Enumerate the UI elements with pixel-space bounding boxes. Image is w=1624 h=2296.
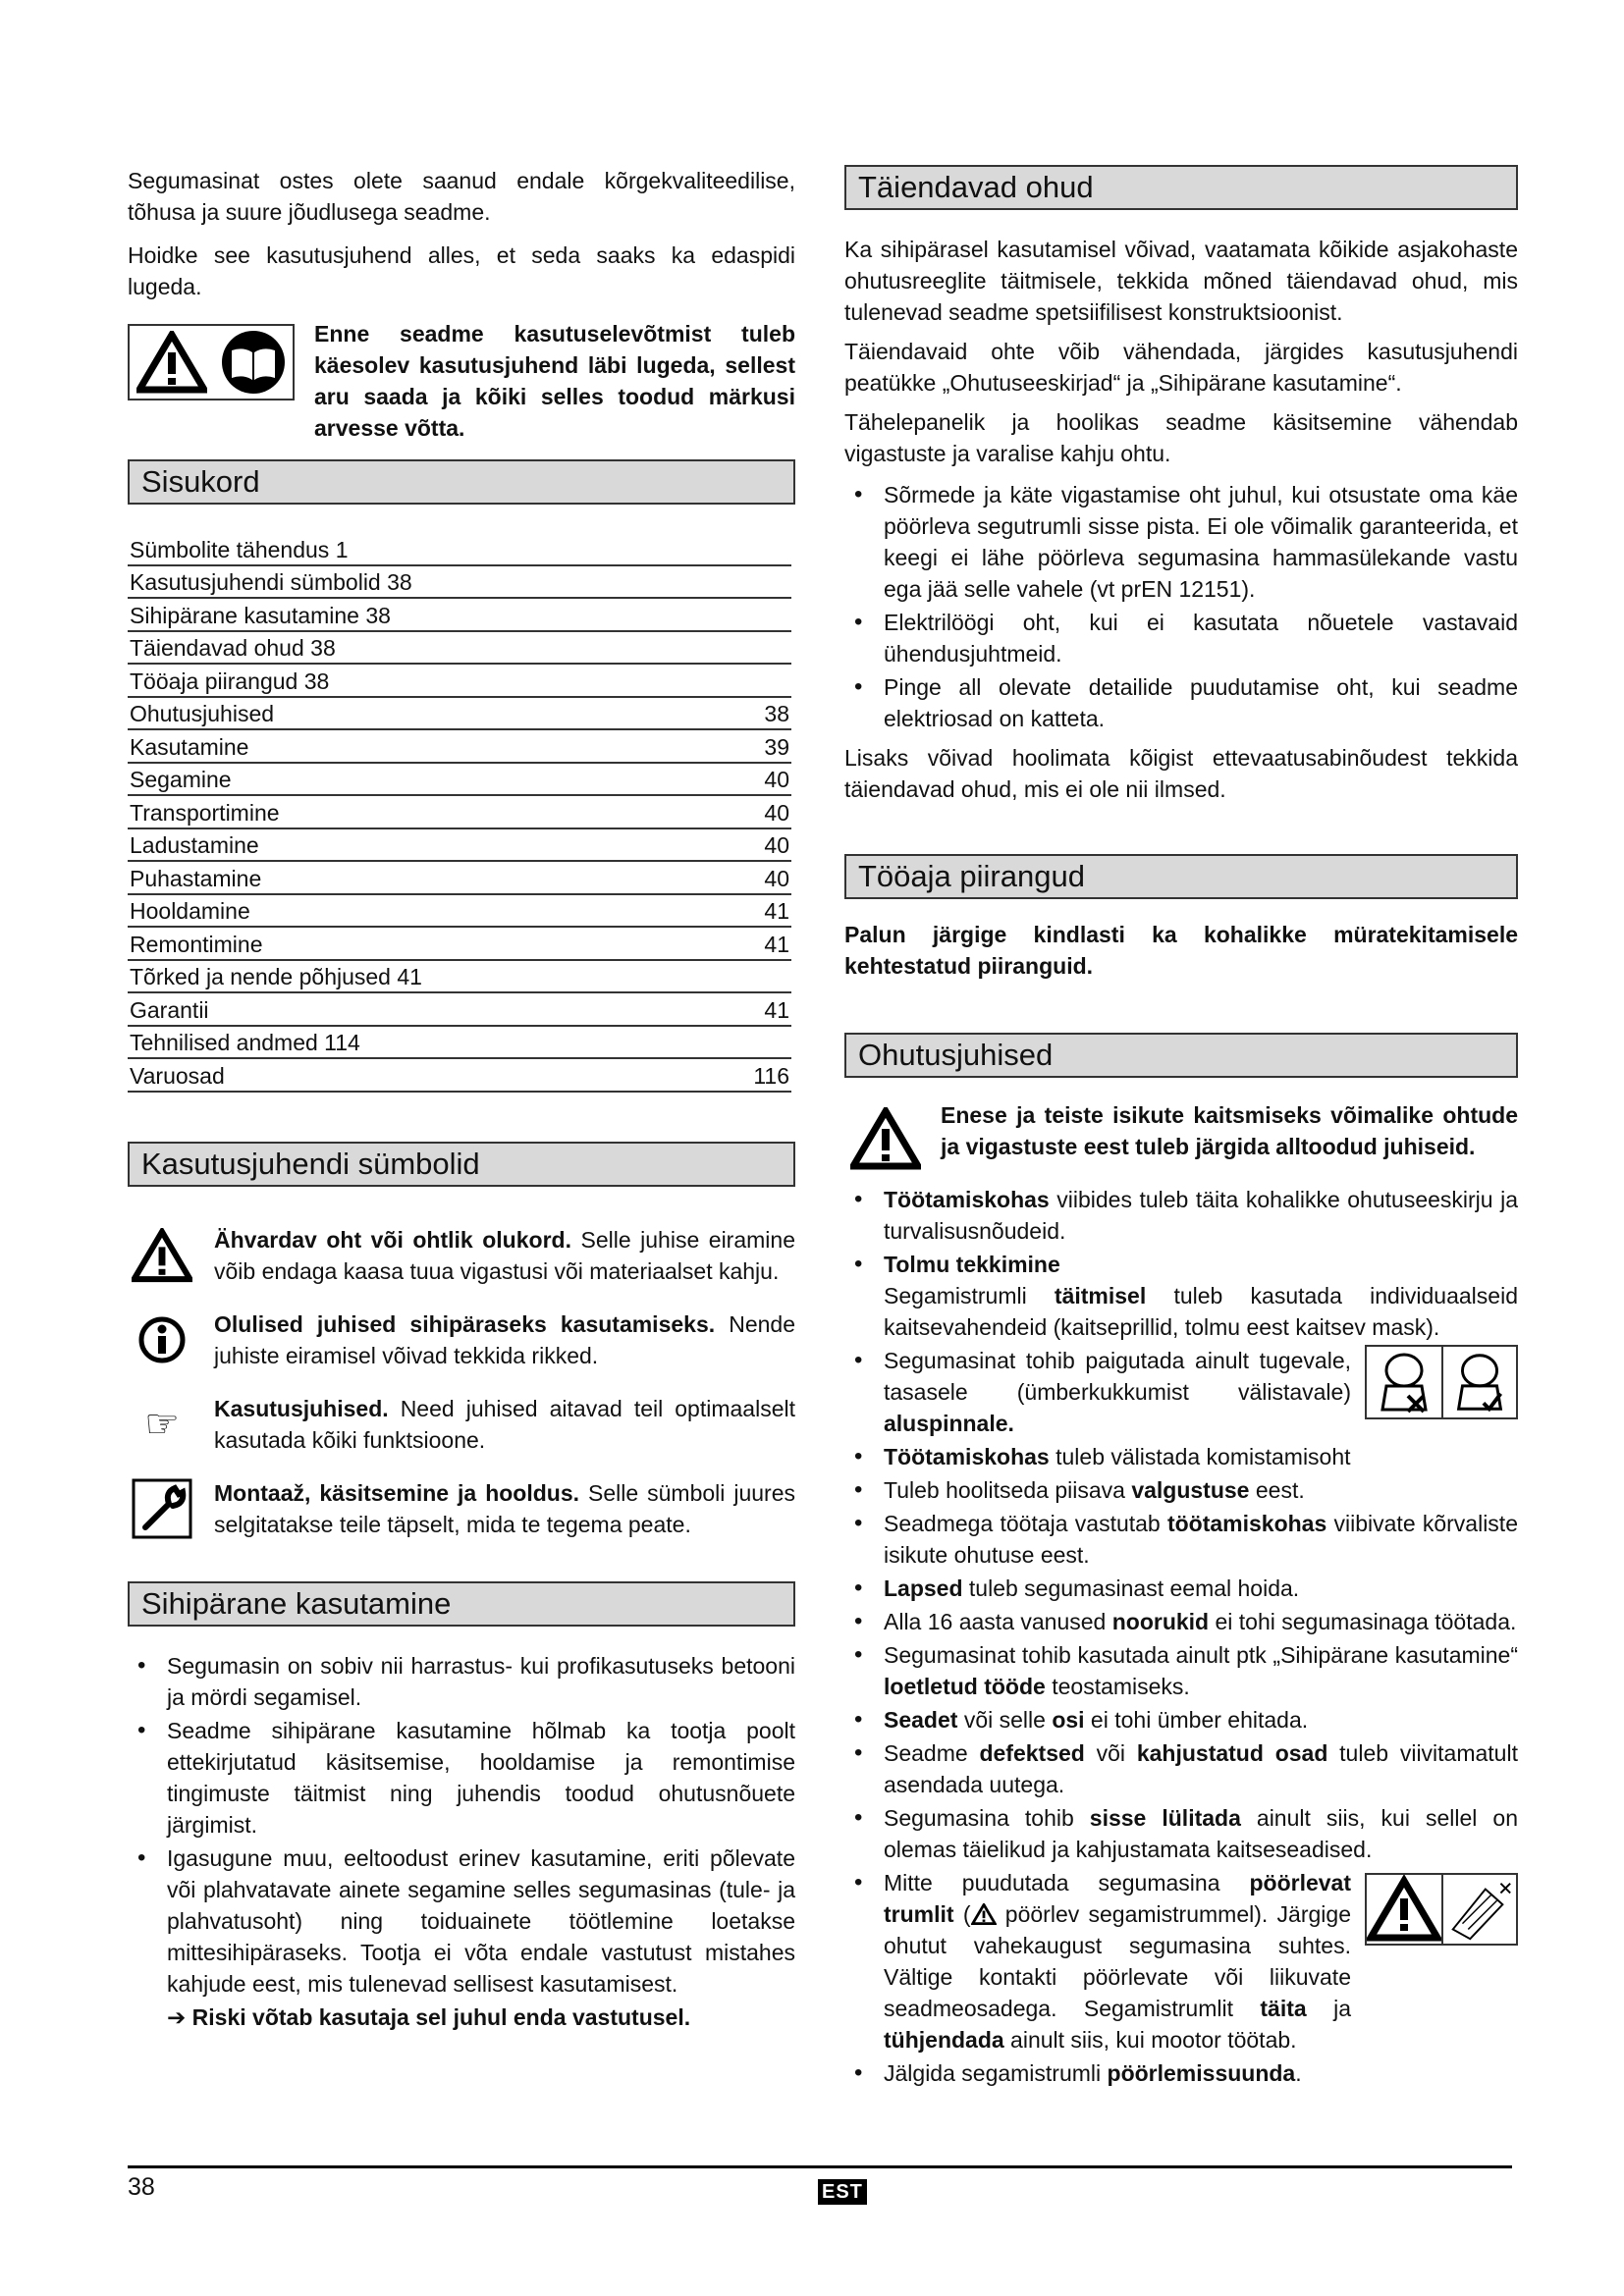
list-item: • Pinge all olevate detailide puudutamise oht, kui seadme elektriosad on katteta. xyxy=(844,671,1518,734)
rotating-drum-warning-icons xyxy=(1365,1873,1518,1946)
intended-list xyxy=(128,1650,795,2000)
extra-paragraph-2: Täiendavaid ohte võib vähendada, järgides kasutusjuhendi peatükke „Ohutuseeskirjad“ ja „Sihipärane kasutamine“. xyxy=(844,339,1518,396)
toc-row xyxy=(128,1058,791,1092)
toc-page: 40 xyxy=(713,763,791,796)
list-item: • Alla 16 aasta vanused noorukid ei tohi segumasinaga töötada. xyxy=(844,1606,1518,1637)
worktime-heading: Tööaja piirangud xyxy=(844,854,1518,899)
toc-row xyxy=(128,992,791,1026)
symbols-list xyxy=(128,1224,795,1540)
safety-intro xyxy=(844,1099,1518,1170)
read-manual-icon xyxy=(220,329,287,396)
toc-page: 38 xyxy=(713,697,791,730)
toc-label: Remontimine xyxy=(128,927,713,960)
footer-rule xyxy=(128,2165,1512,2168)
toc-row xyxy=(128,598,791,631)
toc-row xyxy=(128,795,791,828)
safety-intro-text: Enese ja teiste isikute kaitsmiseks võimalike ohtude ja vigastuste eest tuleb järgida alltoodud juhiseid. xyxy=(941,1102,1518,1159)
list-item: • Töötamiskohas tuleb välistada komistamisoht xyxy=(844,1441,1518,1472)
toc-heading: Sisukord xyxy=(128,459,795,505)
toc-table xyxy=(128,532,791,1093)
toc-page: 39 xyxy=(713,729,791,763)
toc-label: Transportimine xyxy=(128,795,713,828)
warning-triangle-icon xyxy=(850,1107,921,1170)
list-item: • Igasugune muu, eeltoodust erinev kasutamine, eriti põlevate või plahvatavate ainete segamine selles segumasinas (tule- ja plahvatusoht) ning toiduainete töötlemine loetakse mittesihipäraseks. Tootja ei võta endale vastutust mistahes kahjude eest, mis tulenevad sellisest kasutamisest. xyxy=(128,1842,795,2000)
left-column xyxy=(128,165,795,2033)
worktime-text: Palun järgige kindlasti ka kohalikke müratekitamisele kehtestatud piiranguid. xyxy=(844,922,1518,979)
toc-row xyxy=(128,631,791,665)
toc-page xyxy=(713,1026,791,1059)
toc-row xyxy=(128,763,791,796)
symbol-row-info xyxy=(128,1308,795,1371)
toc-row xyxy=(128,861,791,894)
list-item: • Segumasinat tohib paigutada ainult tugevale, tasasele (ümberkukkumist välistavale) aluspinnale. xyxy=(844,1345,1518,1439)
toc-label: Tehnilised andmed 114 xyxy=(128,1026,713,1059)
extra-paragraph-1: Ka sihipärasel kasutamisel võivad, vaatamata kõikide asjakohaste ohutusreeglite täitmisele, tekkida mõned täiendavad ohud, mis tulenevad seadme spetsiifilisest konstruktsioonist. xyxy=(844,237,1518,325)
extra-paragraph-3: Tähelepanelik ja hoolikas seadme käsitsemine vähendab vigastuste ja varalise kahju ohtu. xyxy=(844,409,1518,466)
toc-row xyxy=(128,697,791,730)
toc-page: 40 xyxy=(713,828,791,862)
symbols-heading: Kasutusjuhendi sümbolid xyxy=(128,1142,795,1187)
list-item: • Lapsed tuleb segumasinast eemal hoida. xyxy=(844,1573,1518,1604)
list-item: • Seadet või selle osi ei tohi ümber ehitada. xyxy=(844,1704,1518,1735)
toc-label: Tõrked ja nende põhjused 41 xyxy=(128,960,713,993)
toc-row xyxy=(128,664,791,697)
toc-page xyxy=(713,960,791,993)
list-item: • Elektrilöögi oht, kui ei kasutata nõuetele vastavaid ühendusjuhtmeid. xyxy=(844,607,1518,669)
extra-hazards-heading: Täiendavad ohud xyxy=(844,165,1518,210)
toc-row xyxy=(128,565,791,599)
toc-page: 41 xyxy=(713,894,791,928)
mixer-placement-icons xyxy=(1365,1345,1518,1419)
toc-label: Kasutamine xyxy=(128,729,713,763)
toc-page xyxy=(713,598,791,631)
warning-triangle-icon xyxy=(132,1228,192,1283)
right-column xyxy=(844,165,1518,2091)
toc-page: 41 xyxy=(713,992,791,1026)
toc-page xyxy=(713,631,791,665)
list-item: • Segumasin on sobiv nii harrastus- kui profikasutuseks betooni ja mördi segamisel. xyxy=(128,1650,795,1713)
toc-page: 40 xyxy=(713,795,791,828)
info-icon xyxy=(137,1315,187,1364)
pointing-hand-icon: ☞ xyxy=(144,1402,180,1446)
warning-triangle-icon xyxy=(971,1903,997,1925)
list-item: • Segumasinat tohib kasutada ainult ptk „Sihipärane kasutamine“ loetletud tööde teostamiseks. xyxy=(844,1639,1518,1702)
toc-label: Hooldamine xyxy=(128,894,713,928)
toc-page xyxy=(713,565,791,599)
toc-page: 116 xyxy=(713,1058,791,1092)
read-manual-notice xyxy=(128,318,795,441)
warning-manual-icons xyxy=(128,324,295,400)
toc-row xyxy=(128,1026,791,1059)
rotating-drum-hand-icon xyxy=(1441,1875,1516,1944)
symbol-row-wrench xyxy=(128,1477,795,1540)
list-item: • Seadme defektsed või kahjustatud osad tuleb viivitamatult asendada uutega. xyxy=(844,1737,1518,1800)
extra-paragraph-4: Lisaks võivad hoolimata kõigist ettevaatusabinõudest tekkida täiendavad ohud, mis ei ole nii ilmsed. xyxy=(844,745,1518,802)
toc-label: Varuosad xyxy=(128,1058,713,1092)
toc-label: Ohutusjuhised xyxy=(128,697,713,730)
list-item: • Seadme sihipärane kasutamine hõlmab ka tootja poolt ettekirjutatud käsitsemise, hooldamise ja remontimise tingimuste täitmist ning juhendis toodud ohutusnõuete järgimist. xyxy=(128,1715,795,1841)
toc-page: 40 xyxy=(713,861,791,894)
symbol-danger-title: Ähvardav oht või ohtlik olukord. xyxy=(214,1226,571,1253)
symbol-danger-text: Selle juhise eiramine võib endaga kaasa tuua vigastusi või materiaalset kahju. xyxy=(214,1226,795,1284)
symbol-row-hint xyxy=(128,1393,795,1456)
toc-row xyxy=(128,960,791,993)
toc-row xyxy=(128,828,791,862)
safety-heading: Ohutusjuhised xyxy=(844,1033,1518,1078)
toc-label: Puhastamine xyxy=(128,861,713,894)
page-number: 38 xyxy=(128,2173,155,2201)
intro-paragraph-1: Segumasinat ostes olete saanud endale kõrgekvaliteedilise, tõhusa ja suure jõudlusega seadme. xyxy=(128,168,795,225)
symbol-info-text: Nende juhiste eiramisel võivad tekkida rikked. xyxy=(214,1310,795,1368)
mixer-level-ground-icon xyxy=(1441,1347,1516,1417)
symbol-wrench-text: Selle sümboli juures selgitatakse teile täpselt, mida te tegema peate. xyxy=(214,1479,795,1537)
toc-row xyxy=(128,729,791,763)
intro-paragraph-2: Hoidke see kasutusjuhend alles, et seda saaks ka edaspidi lugeda. xyxy=(128,242,795,299)
warning-triangle-icon xyxy=(136,331,207,394)
symbol-row-danger xyxy=(128,1224,795,1287)
symbol-wrench-title: Montaaž, käsitsemine ja hooldus. xyxy=(214,1479,580,1506)
list-item: • Jälgida segamistrumli pöörlemissuunda. xyxy=(844,2057,1518,2089)
symbol-hint-text: Need juhised aitavad teil optimaalselt kasutada kõiki funktsioone. xyxy=(214,1395,795,1453)
toc-page xyxy=(713,664,791,697)
safety-list xyxy=(844,1184,1518,2089)
toc-row xyxy=(128,927,791,960)
language-badge: EST xyxy=(818,2179,867,2205)
toc-label: Kasutusjuhendi sümbolid 38 xyxy=(128,565,713,599)
toc-label: Sümbolite tähendus 1 xyxy=(128,532,713,565)
list-item: • Segumasina tohib sisse lülitada ainult siis, kui sellel on olemas täielikud ja kahjustamata kaitseseadised. xyxy=(844,1802,1518,1865)
list-item: • Seadmega töötaja vastutab töötamiskohas viibivate kõrvaliste isikute ohutuse eest. xyxy=(844,1508,1518,1571)
intended-heading: Sihipärane kasutamine xyxy=(128,1581,795,1627)
list-item: • Töötamiskohas viibides tuleb täita kohalikke ohutuseeskirju ja turvalisusnõudeid. xyxy=(844,1184,1518,1247)
toc-label: Täiendavad ohud 38 xyxy=(128,631,713,665)
wrench-icon xyxy=(132,1478,192,1539)
toc-row xyxy=(128,894,791,928)
list-item: • Tuleb hoolitseda piisava valgustuse eest. xyxy=(844,1474,1518,1506)
toc-page xyxy=(713,532,791,565)
toc-row xyxy=(128,532,791,565)
toc-label: Ladustamine xyxy=(128,828,713,862)
list-item: • Mitte puudutada segumasina pöörlevat trumlit ( pöörlev segamistrummel). Järgige ohutut vahekaugust segumasina suhtes. Vältige kontakti pöörlevate või liikuvate seadmeosadega. Segamistrumlit täita ja tühjendada ainult siis, kui mootor töötab. xyxy=(844,1867,1518,2056)
symbol-hint-title: Kasutusjuhised. xyxy=(214,1395,389,1421)
extra-hazards-list xyxy=(844,479,1518,734)
list-item: • Sõrmede ja käte vigastamise oht juhul, kui otsustate oma käe pöörleva segutrumli sisse pista. Ei ole võimalik garanteerida, et keegi ei lähe pöörleva segumasina hammasülekande vastu ega jää selle vahele (vt prEN 12151). xyxy=(844,479,1518,605)
symbol-info-title: Olulised juhised sihipäraseks kasutamiseks. xyxy=(214,1310,716,1337)
warning-triangle-icon xyxy=(1367,1875,1441,1944)
risk-note: ➔ Riski võtab kasutaja sel juhul enda vastutusel. xyxy=(167,2003,691,2030)
toc-label: Segamine xyxy=(128,763,713,796)
mixer-uneven-ground-icon xyxy=(1367,1347,1441,1417)
toc-label: Garantii xyxy=(128,992,713,1026)
toc-label: Tööaja piirangud 38 xyxy=(128,664,713,697)
toc-page: 41 xyxy=(713,927,791,960)
toc-label: Sihipärane kasutamine 38 xyxy=(128,598,713,631)
read-manual-text: Enne seadme kasutuselevõtmist tuleb käesolev kasutusjuhend läbi lugeda, sellest aru saada ja kõiki selles toodud märkusi arvesse võtta. xyxy=(314,321,795,441)
list-item: • Tolmu tekkimine Segamistrumli täitmisel tuleb kasutada individuaalseid kaitsevahendeid (kaitseprillid, tolmu eest kaitsev mask). xyxy=(844,1249,1518,1343)
